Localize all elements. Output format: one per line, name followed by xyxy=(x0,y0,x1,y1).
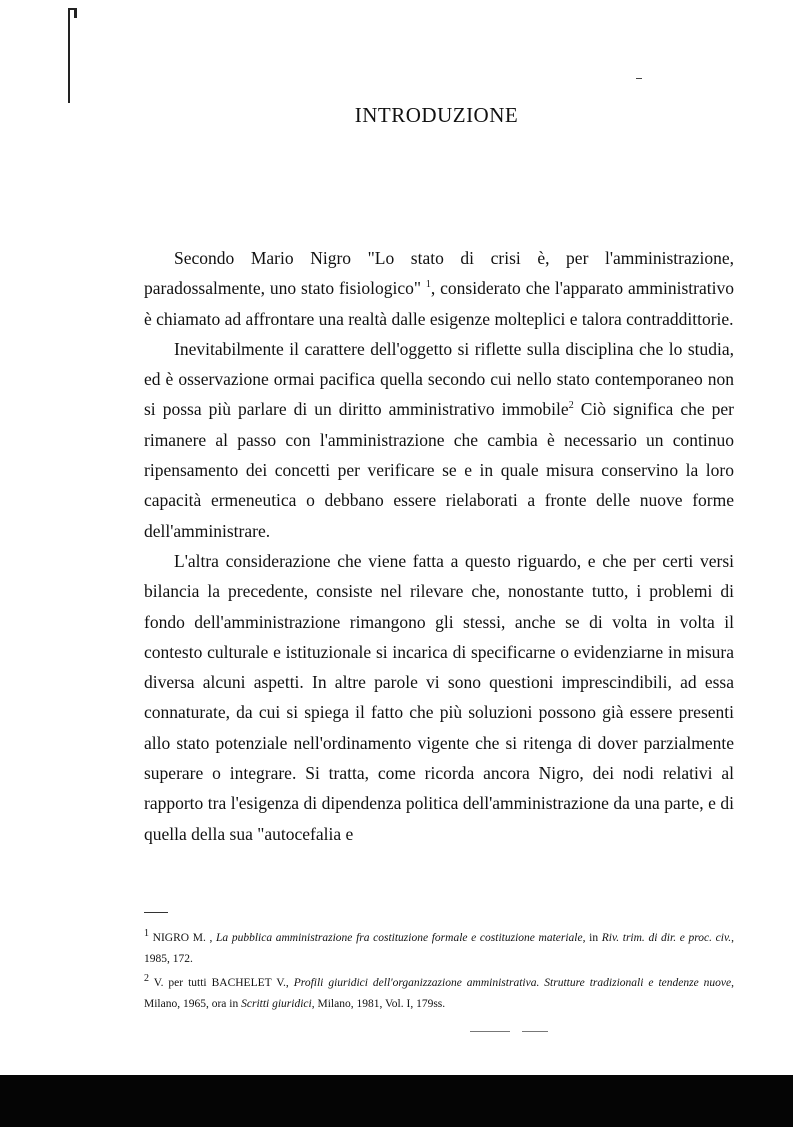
paragraph-2 xyxy=(144,334,734,546)
scan-bottom-band xyxy=(0,1075,793,1127)
scan-speck xyxy=(522,1031,548,1032)
paragraph-text: Ciò significa che per rimanere al passo con l'amministrazione che cambia è necessario un continuo ripensamento dei concetti per verificare se e in quale misura conservino la loro capacità ermeneutica o debbano essere rielaborati a fronte delle nuove forme dell'amministrare. xyxy=(144,399,734,541)
footnote-text: V. per tutti BACHELET V., xyxy=(149,977,294,989)
scan-speck xyxy=(636,78,642,79)
main-text xyxy=(144,243,734,849)
footnote-ref[interactable]: 1 xyxy=(425,279,431,291)
footnote-journal: Scritti giuridici xyxy=(241,998,312,1010)
footnote-number: 1 xyxy=(144,928,149,940)
footnote-text: in xyxy=(585,932,602,944)
paragraph-text: L'altra considerazione che viene fatta a questo riguardo, e che per certi versi bilancia la precedente, consiste nel rilevare che, nonostante tutto, i problemi di fondo dell'amministrazione rimangono gli stessi, anche se di volta in volta il contesto culturale e istituzionale si incarica di specificarne o evidenziarne in misura diversa alcuni aspetti. In altre parole vi sono questioni imprescindibili, ad essa connaturate, da cui si spiega il fatto che più soluzioni possono già essere presenti allo stato potenziale nell'ordinamento vigente che si ritenga di dover parzialmente superare o integrare. Si tratta, come ricorda ancora Nigro, dei nodi relativi al rapporto tra l'esigenza di dipendenza politica dell'amministrazione da una parte, e di quella della sua "autocefalia e xyxy=(144,550,734,844)
footnote-text: , Milano, 1965, ora in xyxy=(144,977,734,1010)
paragraph-3 xyxy=(144,546,734,849)
paragraph-text: Secondo Mario Nigro "Lo stato di crisi è, per l'amministrazione, paradossalmente, uno stato fisiologico" xyxy=(144,248,734,299)
scan-speck xyxy=(470,1031,510,1032)
footnote-2 xyxy=(144,973,734,1015)
footnote-journal: Riv. trim. di dir. e proc. civ. xyxy=(601,932,732,944)
footnote-ref[interactable]: 2 xyxy=(568,400,574,412)
scan-edge-mark xyxy=(68,8,70,103)
footnote-divider xyxy=(144,912,168,913)
footnote-text: , 1985, 172. xyxy=(144,932,734,965)
footnote-number: 2 xyxy=(144,973,149,985)
page-title: INTRODUZIONE xyxy=(354,103,519,127)
footnote-text: , Milano, 1981, Vol. I, 179ss. xyxy=(311,998,446,1010)
footnote-title: Profili giuridici dell'organizzazione amministrativa. Strutture tradizionali e tendenze nuove xyxy=(293,977,732,989)
paragraph-text: Inevitabilmente il carattere dell'oggetto si riflette sulla disciplina che lo studia, ed è osservazione ormai pacifica quella secondo cui nello stato contemporaneo non si possa più parlare di un diritto amministrativo immobile xyxy=(144,338,734,420)
scan-edge-dot xyxy=(74,8,77,18)
footnotes xyxy=(144,928,734,1018)
footnote-text: NIGRO M. , xyxy=(149,932,217,944)
footnote-title: La pubblica amministrazione fra costituzione formale e costituzione materiale, xyxy=(216,932,586,944)
paragraph-1 xyxy=(144,243,734,334)
footnote-1 xyxy=(144,928,734,970)
paragraph-text: , considerato che l'apparato amministrativo è chiamato ad affrontare una realtà dalle esigenze molteplici e talora contraddittorie. xyxy=(144,278,734,329)
